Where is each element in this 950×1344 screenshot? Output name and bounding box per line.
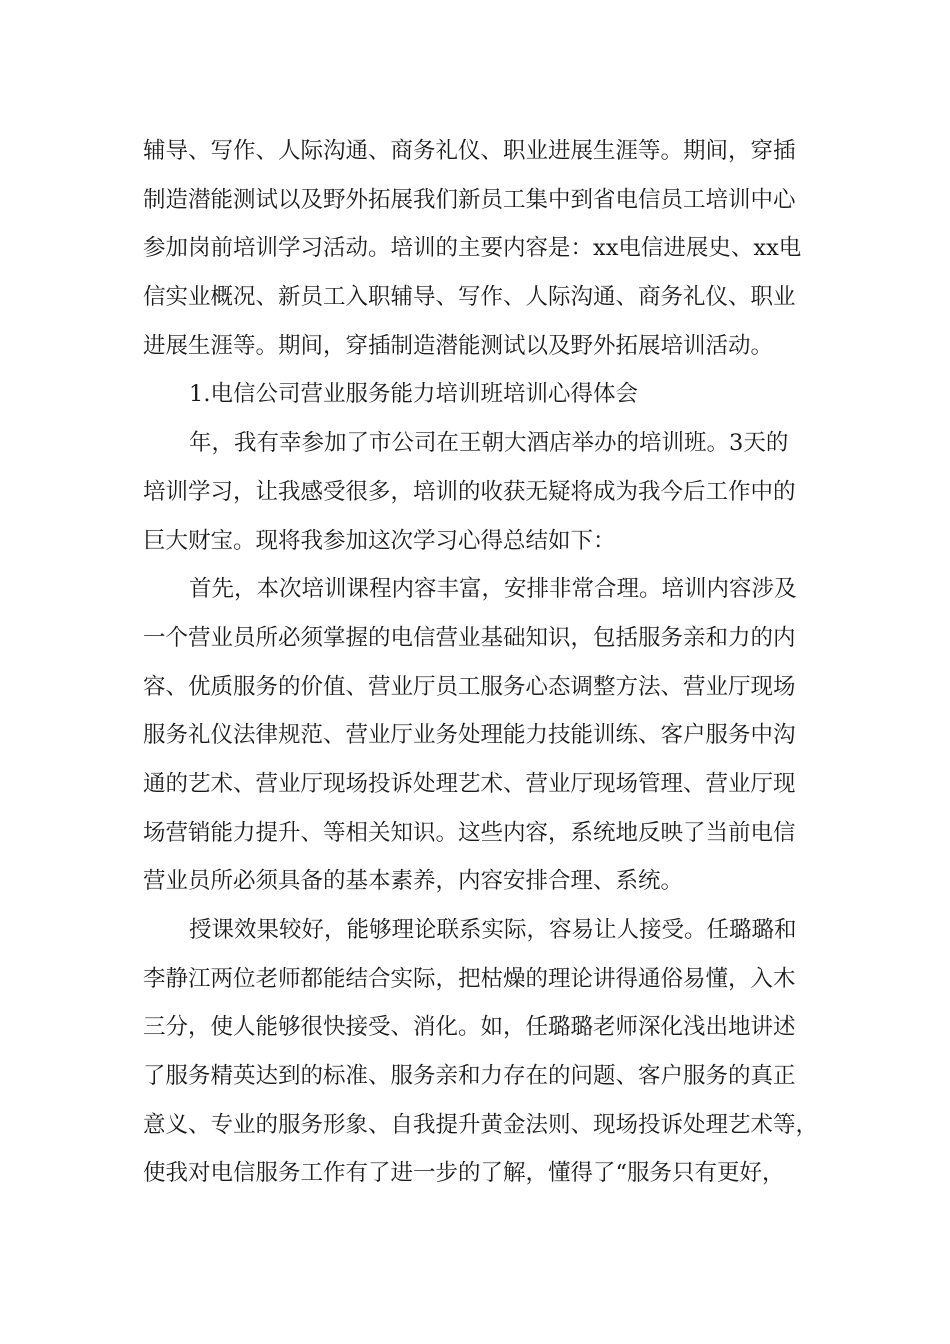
- text-line: 了服务精英达到的标准、服务亲和力存在的问题、客户服务的真正: [143, 1063, 796, 1090]
- text-line: 制造潜能测试以及野外拓展我们新员工集中到省电信员工培训中心: [143, 186, 796, 213]
- text-line: 授课效果较好，能够理论联系实际，容易让人接受。任璐璐和: [189, 917, 797, 943]
- text-line: 李静江两位老师都能结合实际，把枯燥的理论讲得通俗易懂，入木: [143, 965, 796, 992]
- text-line: 服务礼仪法律规范、营业厅业务处理能力技能训练、客户服务中沟: [143, 722, 796, 749]
- section-heading: 1.电信公司营业服务能力培训班培训心得体会: [189, 381, 638, 408]
- text-line: 三分，使人能够很快接受、消化。如，任璐璐老师深化浅出地讲述: [143, 1014, 796, 1041]
- text-line: 巨大财宝。现将我参加这次学习心得总结如下：: [143, 527, 616, 554]
- text-line: 容、优质服务的价值、营业厅员工服务心态调整方法、营业厅现场: [143, 673, 796, 700]
- text-line: 首先，本次培训课程内容丰富，安排非常合理。培训内容涉及: [189, 576, 797, 603]
- text-line: 培训学习，让我感受很多，培训的收获无疑将成为我今后工作中的: [143, 478, 796, 505]
- body-text: [143, 127, 819, 1198]
- text-line: 信实业概况、新员工入职辅导、写作、人际沟通、商务礼仪、职业: [143, 284, 796, 311]
- text-line: 意义、专业的服务形象、自我提升黄金法则、现场投诉处理艺术等，: [143, 1111, 819, 1138]
- text-line: 一个营业员所必须掌握的电信营业基础知识，包括服务亲和力的内: [143, 624, 796, 651]
- text-line: 营业员所必须具备的基本素养，内容安排合理、系统。: [143, 868, 684, 895]
- text-line: 参加岗前培训学习活动。培训的主要内容是：xx电信进展史、xx电: [143, 235, 802, 262]
- text-line: 年，我有幸参加了市公司在王朝大酒店举办的培训班。3天的: [189, 430, 789, 457]
- text-line: 通的艺术、营业厅现场投诉处理艺术、营业厅现场管理、营业厅现: [143, 770, 796, 797]
- text-line: 使我对电信服务工作有了进一步的了解，懂得了“服务只有更好，: [143, 1160, 785, 1187]
- text-line: 场营销能力提升、等相关知识。这些内容，系统地反映了当前电信: [143, 819, 796, 846]
- text-line: 进展生涯等。期间，穿插制造潜能测试以及野外拓展培训活动。: [143, 332, 774, 359]
- text-line: 辅导、写作、人际沟通、商务礼仪、职业进展生涯等。期间，穿插: [143, 138, 796, 164]
